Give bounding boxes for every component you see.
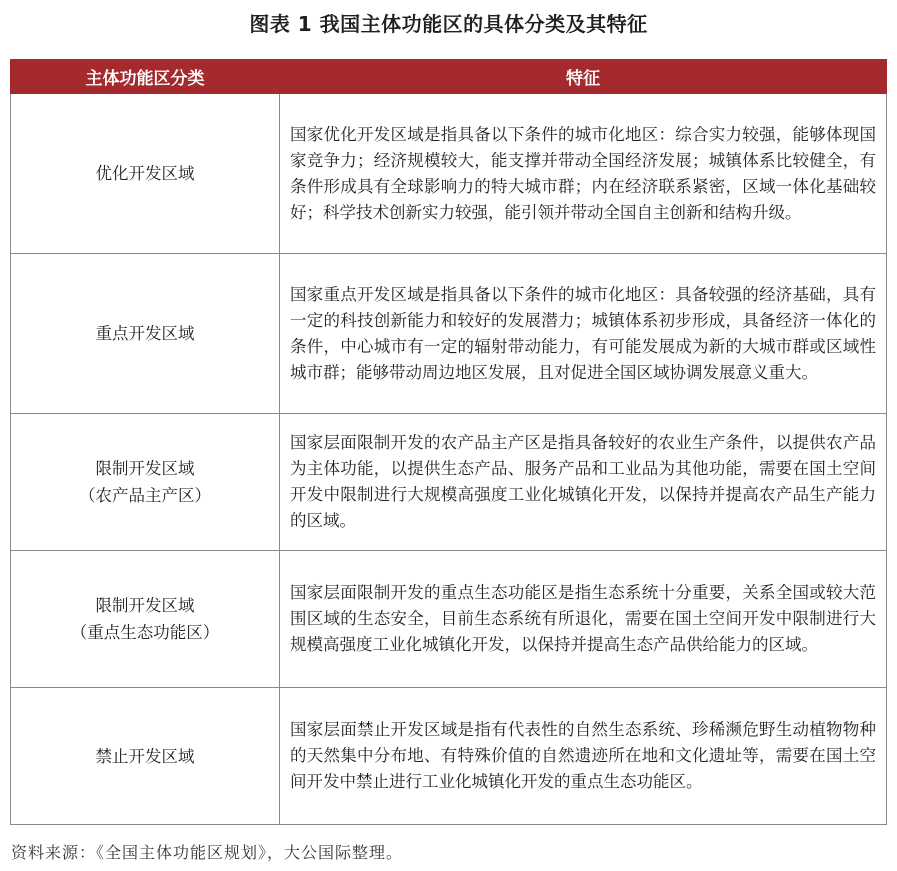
table-row (11, 94, 887, 254)
category-cell (11, 414, 280, 551)
category-cell (11, 94, 280, 254)
category-cell (11, 688, 280, 825)
table-row (11, 414, 887, 551)
category-cell (11, 551, 280, 688)
table-row (11, 254, 887, 414)
source-note: 资料来源：《全国主体功能区规划》，大公国际整理。 (11, 843, 404, 862)
table-row (11, 688, 887, 825)
category-cell (11, 254, 280, 414)
category-label: 优化开发区域 (95, 164, 195, 183)
category-label: 重点开发区域 (95, 324, 195, 343)
feature-cell: 国家优化开发区域是指具备以下条件的城市化地区：综合实力较强，能够体现国家竞争力；经济规模较大，能支撑并带动全国经济发展；城镇体系比较健全，有条件形成具有全球影响力的特大城市群；内在经济联系紧密，区域一体化基础较好；科学技术创新实力较强，能引领并带动全国自主创新和结构升级。 (280, 94, 887, 254)
feature-cell: 国家层面限制开发的重点生态功能区是指生态系统十分重要，关系全国或较大范围区域的生态安全，目前生态系统有所退化，需要在国土空间开发中限制进行大规模高强度工业化城镇化开发，以保持并提高生态产品供给能力的区域。 (280, 551, 887, 688)
category-sublabel: （农产品主产区） (79, 486, 211, 505)
figure-title: 图表 1 我国主体功能区的具体分类及其特征 (249, 12, 648, 36)
feature-cell: 国家层面禁止开发区域是指有代表性的自然生态系统、珍稀濒危野生动植物物种的天然集中分布地、有特殊价值的自然遗迹所在地和文化遗址等，需要在国土空间开发中禁止进行工业化城镇化开发的重点生态功能区。 (280, 688, 887, 825)
function-zone-table (10, 59, 887, 825)
header-category: 主体功能区分类 (11, 60, 280, 94)
category-sublabel: （重点生态功能区） (70, 623, 220, 642)
feature-cell: 国家重点开发区域是指具备以下条件的城市化地区：具备较强的经济基础，具有一定的科技创新能力和较好的发展潜力；城镇体系初步形成，具备经济一体化的条件，中心城市有一定的辐射带动能力，有可能发展成为新的大城市群或区域性城市群；能够带动周边地区发展，且对促进全国区域协调发展意义重大。 (280, 254, 887, 414)
header-feature: 特征 (280, 60, 887, 94)
feature-cell: 国家层面限制开发的农产品主产区是指具备较好的农业生产条件，以提供农产品为主体功能，以提供生态产品、服务产品和工业品为其他功能，需要在国土空间开发中限制进行大规模高强度工业化城镇化开发，以保持并提高农产品生产能力的区域。 (280, 414, 887, 551)
category-label: 禁止开发区域 (95, 746, 195, 766)
table-header-row (11, 60, 887, 94)
category-label: 限制开发区域 (95, 596, 195, 615)
category-label: 限制开发区域 (95, 459, 195, 478)
table-row (11, 551, 887, 688)
